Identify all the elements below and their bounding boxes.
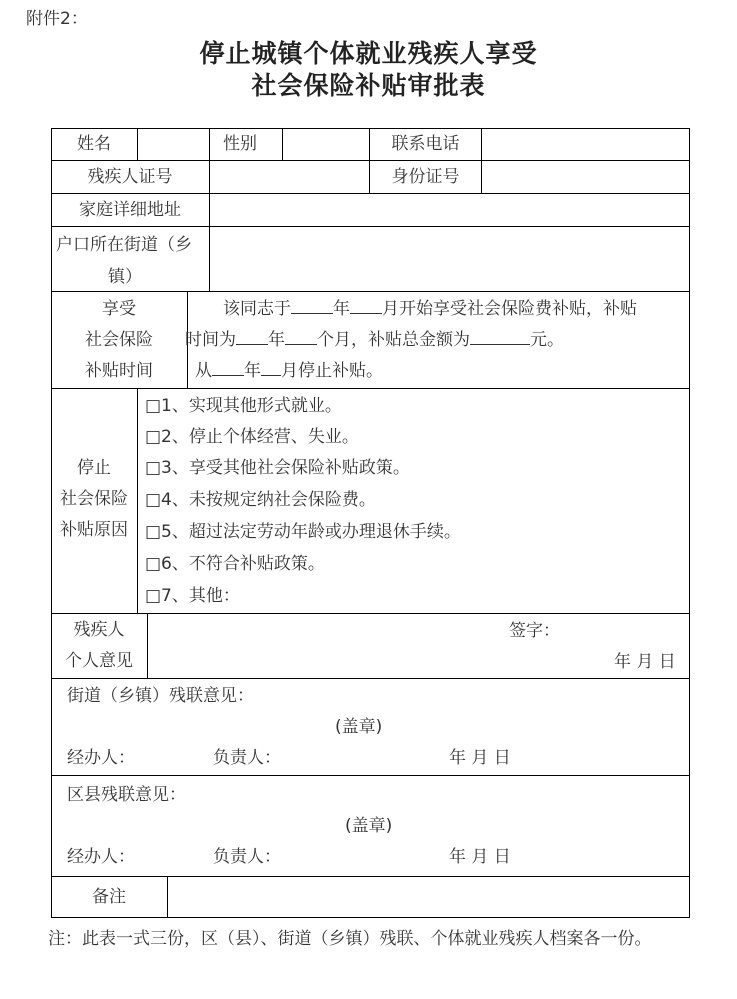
phone-label: 联系电话 [391, 133, 460, 154]
subsidy-text: 时间为 [185, 330, 236, 350]
id-card-label: 身份证号 [391, 166, 460, 187]
subsidy-time-paragraph-3 [195, 356, 383, 387]
household-field[interactable] [210, 227, 688, 291]
form-title-line1: 停止城镇个体就业残疾人享受 [199, 39, 538, 68]
street-leader-label: 负责人： [213, 748, 281, 768]
personal-opinion-label [51, 615, 147, 677]
county-handler-label: 经办人： [67, 847, 135, 867]
name-field[interactable] [138, 129, 208, 160]
address-field[interactable] [210, 195, 688, 226]
col-divider [147, 613, 148, 679]
subsidy-text: 个月，补贴总金额为 [317, 330, 470, 350]
subsidy-text: 年 [244, 361, 261, 381]
stop-year-blank[interactable] [212, 360, 244, 376]
duration-months-blank[interactable] [285, 329, 317, 345]
household-label-line2: 镇） [108, 267, 142, 287]
personal-opinion-label-line1: 残疾人 [73, 620, 125, 640]
footnote: 注：此表一式三份，区（县）、街道（乡镇）残联、个体就业残疾人档案各一份。 [48, 929, 652, 949]
attachment-label: 附件2： [26, 9, 88, 29]
stop-reason-label [51, 453, 137, 546]
personal-opinion-label-line2: 个人意见 [65, 651, 133, 671]
stop-reason-option-2[interactable]: □2、停止个体经营、失业。 [145, 427, 359, 447]
subsidy-time-label-line2: 社会保险 [85, 330, 153, 350]
household-label-line1: 户口所在街道（乡 [56, 235, 192, 255]
personal-opinion-date: 年 月 日 [614, 652, 676, 672]
subsidy-time-label-line1: 享受 [102, 299, 136, 319]
duration-years-blank[interactable] [236, 329, 268, 345]
stop-reason-option-1[interactable]: □1、实现其他形式就业。 [145, 396, 342, 416]
subsidy-time-paragraph-1 [223, 294, 637, 325]
subsidy-text: 月停止补贴。 [281, 361, 383, 381]
county-date-label: 年 月 日 [449, 847, 511, 867]
row-divider [51, 291, 690, 292]
stop-reason-label-line3: 补贴原因 [60, 520, 128, 540]
county-seal-label: (盖章) [345, 816, 393, 836]
signature-label: 签字： [509, 621, 560, 641]
row-divider [51, 775, 690, 776]
gender-label: 性别 [223, 133, 257, 154]
start-year-blank[interactable] [291, 298, 333, 314]
subsidy-text: 年 [333, 299, 350, 319]
subsidy-text: 该同志于 [223, 299, 291, 319]
stop-reason-option-4[interactable]: □4、未按规定纳社会保险费。 [145, 490, 376, 510]
form-title-line2: 社会保险补贴审批表 [251, 71, 486, 100]
subsidy-text: 年 [268, 330, 285, 350]
stop-month-blank[interactable] [261, 360, 281, 376]
subsidy-text: 元。 [530, 330, 564, 350]
col-divider [137, 388, 138, 614]
approval-form-table [51, 128, 690, 918]
table-border-right [689, 128, 690, 918]
stop-reason-option-6[interactable]: □6、不符合补贴政策。 [145, 554, 325, 574]
total-amount-blank[interactable] [470, 329, 530, 345]
address-label: 家庭详细地址 [79, 199, 181, 220]
stop-reason-label-line1: 停止 [77, 458, 111, 478]
street-handler-label: 经办人： [67, 748, 135, 768]
gender-field[interactable] [283, 129, 369, 160]
remarks-field[interactable] [168, 878, 688, 916]
street-opinion-title: 街道（乡镇）残联意见： [67, 686, 254, 706]
county-opinion-title: 区县残联意见： [67, 785, 186, 805]
row-divider [51, 388, 690, 389]
subsidy-time-label [51, 294, 187, 387]
table-border-bottom [51, 917, 690, 918]
disability-cert-label: 残疾人证号 [87, 166, 173, 187]
stop-reason-option-5[interactable]: □5、超过法定劳动年龄或办理退休手续。 [145, 522, 461, 542]
street-date-label: 年 月 日 [449, 748, 511, 768]
start-month-blank[interactable] [350, 298, 382, 314]
remarks-label: 备注 [92, 886, 126, 907]
stop-reason-label-line2: 社会保险 [60, 489, 128, 509]
stop-reason-option-3[interactable]: □3、享受其他社会保险补贴政策。 [145, 458, 410, 478]
subsidy-time-paragraph-2 [185, 325, 564, 356]
subsidy-time-label-line3: 补贴时间 [85, 361, 153, 381]
subsidy-text: 月开始享受社会保险费补贴，补贴 [382, 299, 637, 319]
subsidy-text: 从 [195, 361, 212, 381]
name-label: 姓名 [77, 133, 111, 154]
phone-field[interactable] [482, 129, 688, 160]
disability-cert-field[interactable] [210, 162, 368, 193]
stop-reason-option-7[interactable]: □7、其他： [145, 586, 240, 606]
street-seal-label: (盖章) [335, 717, 383, 737]
id-card-field[interactable] [482, 162, 688, 193]
county-leader-label: 负责人： [213, 847, 281, 867]
